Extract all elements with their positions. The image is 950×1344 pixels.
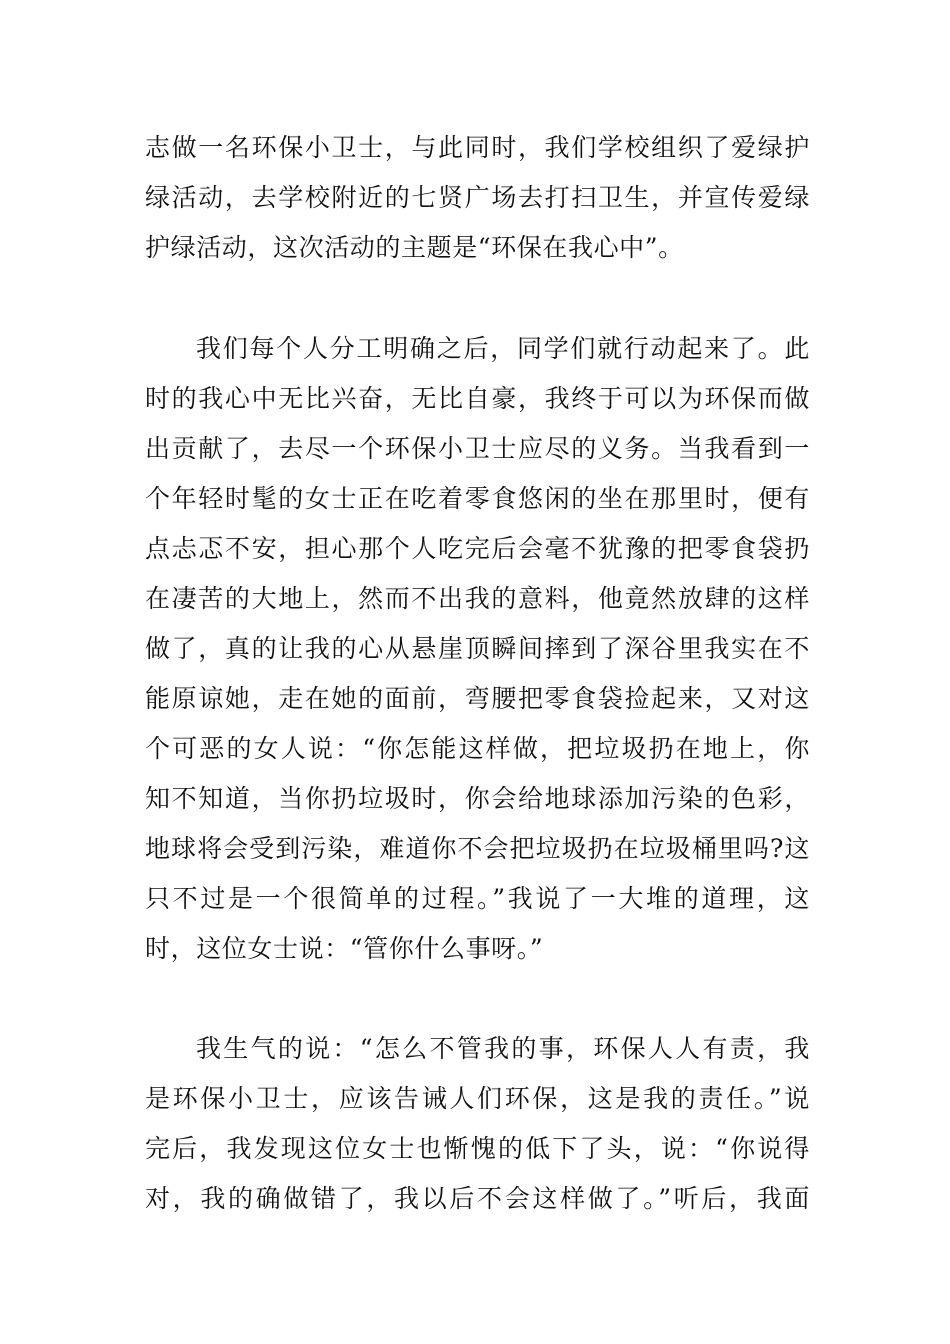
paragraph-2-line-11: 地球将会受到污染，难道你不会把垃圾扔在垃圾桶里吗?这 bbox=[145, 834, 810, 863]
paragraph-2-line-2: 时的我心中无比兴奋，无比自豪，我终于可以为环保而做 bbox=[145, 384, 810, 413]
paragraph-2-line-3: 出贡献了，去尽一个环保小卫士应尽的义务。当我看到一 bbox=[145, 434, 810, 463]
paragraph-1-line-2: 绿活动，去学校附近的七贤广场去打扫卫生，并宣传爱绿 bbox=[145, 183, 810, 212]
paragraph-2-line-7: 做了，真的让我的心从悬崖顶瞬间摔到了深谷里我实在不 bbox=[145, 634, 810, 663]
paragraph-1-line-1: 志做一名环保小卫士，与此同时，我们学校组织了爱绿护 bbox=[145, 133, 810, 162]
paragraph-2-line-12: 只不过是一个很简单的过程。”我说了一大堆的道理，这 bbox=[145, 884, 810, 913]
paragraph-2-line-8: 能原谅她，走在她的面前，弯腰把零食袋捡起来，又对这 bbox=[145, 684, 810, 713]
paragraph-2-line-9: 个可恶的女人说：“你怎能这样做，把垃圾扔在地上，你 bbox=[145, 734, 810, 763]
paragraph-3-line-2: 是环保小卫士，应该告诫人们环保，这是我的责任。”说 bbox=[145, 1084, 810, 1113]
paragraph-3-line-3: 完后，我发现这位女士也惭愧的低下了头，说：“你说得 bbox=[145, 1134, 810, 1163]
paragraph-2-line-10: 知不知道，当你扔垃圾时，你会给地球添加污染的色彩， bbox=[145, 784, 810, 813]
paragraph-2-line-6: 在凄苦的大地上，然而不出我的意料，他竟然放肆的这样 bbox=[145, 584, 810, 613]
paragraph-2-line-4: 个年轻时髦的女士正在吃着零食悠闲的坐在那里时，便有 bbox=[145, 484, 810, 513]
paragraph-2-line-5: 点忐忑不安，担心那个人吃完后会毫不犹豫的把零食袋扔 bbox=[145, 534, 810, 563]
paragraph-2-line-13: 时，这位女士说：“管你什么事呀。” bbox=[145, 934, 544, 963]
paragraph-3-line-4: 对，我的确做错了，我以后不会这样做了。”听后，我面 bbox=[145, 1184, 810, 1213]
paragraph-1-line-3: 护绿活动，这次活动的主题是“环保在我心中”。 bbox=[145, 233, 684, 262]
paragraph-3-line-1: 我生气的说：“怎么不管我的事，环保人人有责，我 bbox=[196, 1034, 810, 1063]
paragraph-2-line-1: 我们每个人分工明确之后，同学们就行动起来了。此 bbox=[196, 334, 810, 363]
